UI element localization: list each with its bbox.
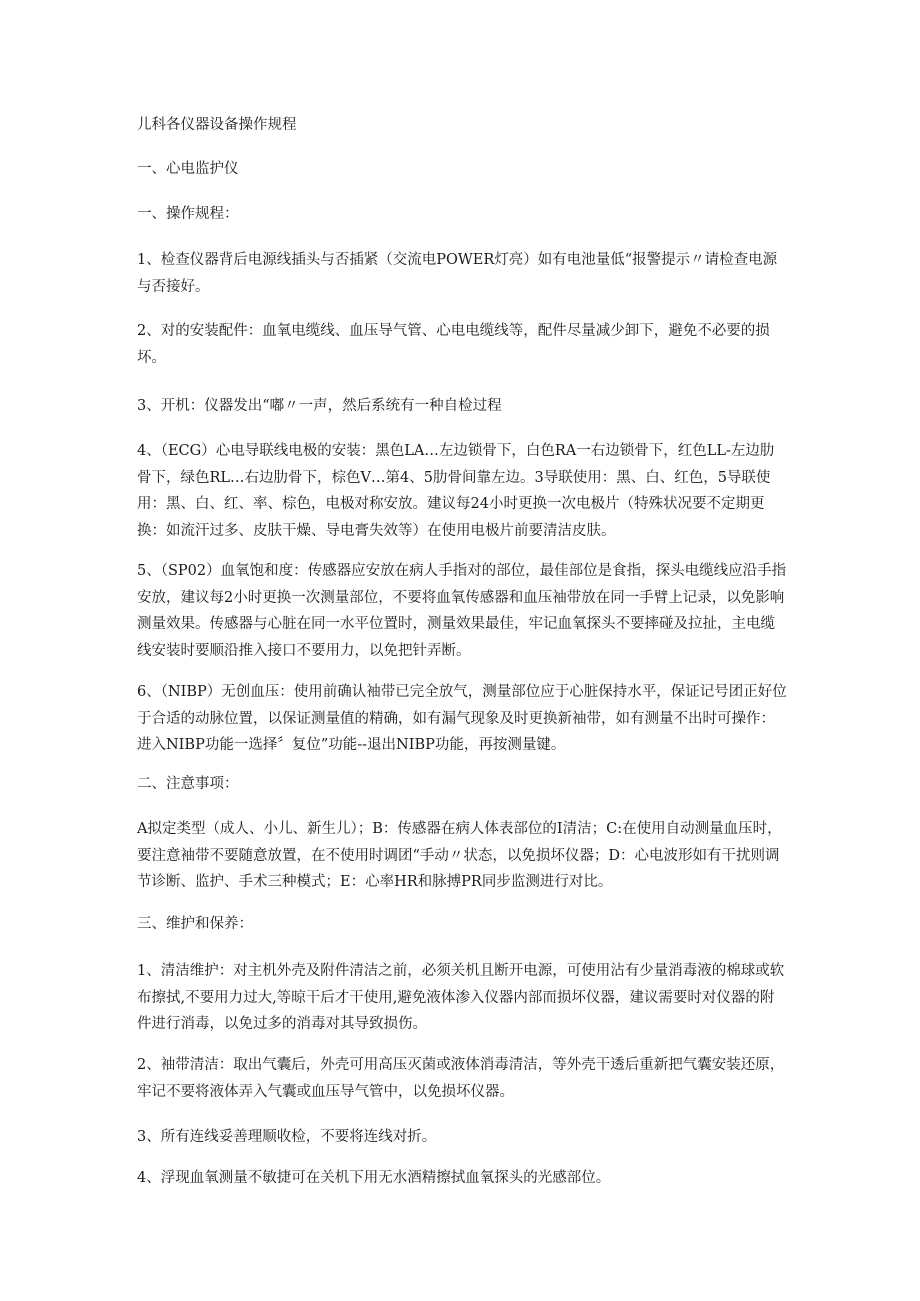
paragraph-cables: 3、所有连线妥善理顺收检，不要将连线对折。 <box>137 1129 437 1145</box>
paragraph-notes: A拟定类型（成人、小儿、新生儿）；B：传感器在病人体表部位的I清洁；C:在使用自动测量血压时，要注意袖带不要随意放置，在不使用时调团“手动〃状态，以免损坏仪器；D：心电波形如有干扰则调节诊断、监护、手术三种模式；E：心率HR和脉搏PR同步监测进行对比。 <box>137 821 782 890</box>
paragraph-nibp: 6、（NIBP）无创血压：使用前确认袖带已完全放气，测量部位应于心脏保持水平，保证记号团正好位于合适的动脉位置，以保证测量值的精确，如有漏气现象及时更换新袖带，如有测量不出时可操作：进入NIBP功能一选择〞复位”功能--退出NIBP功能，再按测量键。 <box>137 684 787 753</box>
paragraph-startup: 3、开机：仪器发出“嘟〃一声，然后系统有一种自检过程 <box>137 398 502 414</box>
section-heading-maintenance: 三、维护和保养： <box>137 916 253 932</box>
paragraph-ecg: 4、（ECG）心电导联线电极的安装：黑色LA…左边锁骨下，白色RA一右边锁骨下，红色LL-左边肋骨下，绿色RL…右边肋骨下，棕色V…第4、5肋骨间靠左边。3导联使用：黑、白、红色，5导联使用：黑、白、红、率、棕色，电极对称安放。建议每24小时更换一次电极片（特殊状况要不定期更换：如流汗过多、皮肤干燥、导电膏失效等）在使用电极片前要清洁皮肤。 <box>137 443 775 539</box>
paragraph-accessories: 2、对的安装配件：血氧电缆线、血压导气管、心电电缆线等，配件尽量减少卸下，避免不必要的损坏。 <box>137 323 770 366</box>
subheading-procedure: 一、操作规程： <box>137 206 239 222</box>
paragraph-cuff-cleaning: 2、袖带清洁：取出气囊后，外壳可用高压灭菌或液体消毒清洁，等外壳干透后重新把气囊安装还原，牢记不要将液体弄入气囊或血压导气管中，以免损坏仪器。 <box>137 1057 785 1100</box>
paragraph-cleaning: 1、清洁维护：对主机外壳及附件清洁之前，必须关机且断开电源，可使用沾有少量消毒液的棉球或软布擦拭,不要用力过大,等晾干后才干使用,避免液体渗入仪器内部而损坏仪器，建议需要时对仪器的附件进行消毒，以免过多的消毒对其导致损伤。 <box>137 963 785 1032</box>
paragraph-spo2-probe: 4、浮现血氧测量不敏捷可在关机下用无水酒精擦拭血氧探头的光感部位。 <box>137 1170 611 1186</box>
document-title: 儿科各仪器设备操作规程 <box>137 117 297 133</box>
paragraph-spo2: 5、（SP02）血氧饱和度：传感器应安放在病人手指对的部位，最佳部位是食指，探头电缆线应沿手指安放，建议每2小时更换一次测量部位，不要将血氧传感器和血压袖带放在同一手臂上记录，以免影响测量效果。传感器与心脏在同一水平位置时，测量效果最佳，牢记血氧探头不要摔碰及拉扯，主电缆线安装时要顺沿推入接口不要用力，以免把针弄断。 <box>137 563 787 659</box>
section-heading-monitor: 一、心电监护仪 <box>137 161 239 177</box>
section-heading-notes: 二、注意事项： <box>137 776 239 792</box>
paragraph-power-check: 1、检查仪器背后电源线插头与否插紧（交流电POWER灯亮）如有电池量低“报警提示〃请检查电源与否接好。 <box>137 252 778 295</box>
